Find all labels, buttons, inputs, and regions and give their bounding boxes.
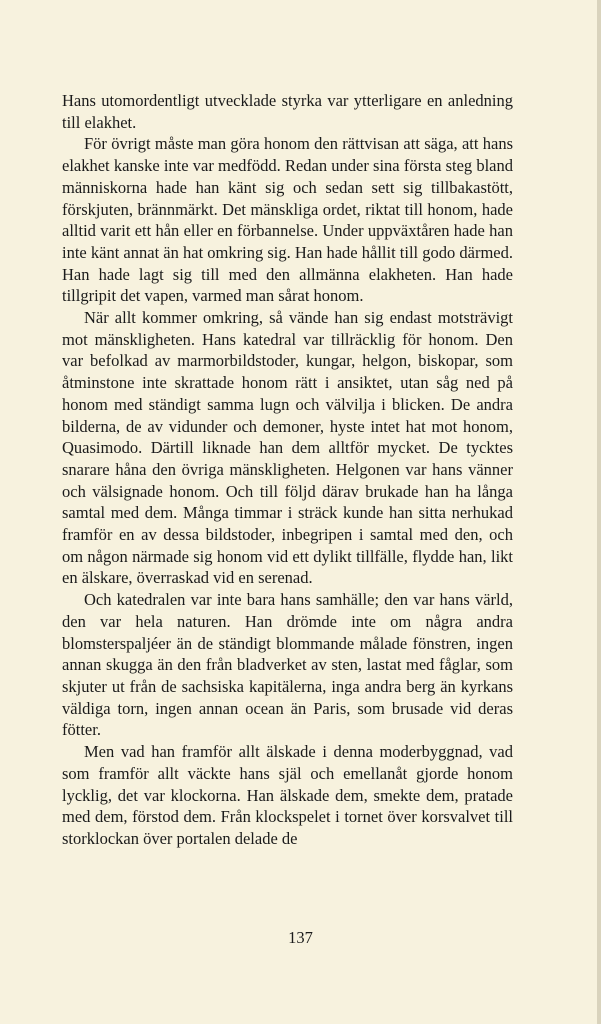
paragraph-5: Men vad han framför allt älskade i denna moderbyggnad, vad som framför allt väckte hans själ och emellanåt gjorde honom lycklig, det var klockorna. Han älskade dem, smekte dem, pratade med dem, förstod dem. Från klockspelet i tornet över korsvalvet till storklockan över portalen delade de [62, 742, 513, 848]
body-text [62, 90, 513, 850]
paragraph-3: När allt kommer omkring, så vände han sig endast motsträvigt mot mänskligheten. Hans katedral var tillräcklig för honom. Den var befolkad av marmorbildstoder, kungar, helgon, biskopar, som åtminstone inte skrattade honom rätt i ansiktet, utan såg ned på honom med ständigt samma lugn och välvilja i blicken. De andra bilderna, de av vidunder och demoner, hyste intet hat mot honom, Quasimodo. Därtill liknade han dem alltför mycket. De tycktes snarare håna den övriga mänskligheten. Helgonen var hans vänner och välsignade honom. Och till följd därav brukade han ha långa samtal med dem. Många timmar i sträck kunde han sitta nerhukad framför en av dessa bildstoder, inbegripen i samtal med den, och om någon närmade sig honom vid ett dylikt tillfälle, flydde han, likt en älskare, överraskad vid en serenad. [62, 308, 513, 588]
page-edge [597, 0, 601, 1024]
paragraph-2: För övrigt måste man göra honom den rättvisan att säga, att hans elakhet kanske inte var medfödd. Redan under sina första steg bland människorna hade han känt sig och sedan sett sig tillbakastött, förskjuten, brännmärkt. Det mänskliga ordet, riktat till honom, hade alltid varit ett hån eller en förbannelse. Under uppväxtåren hade han inte känt annat än hat omkring sig. Han hade hållit till godo därmed. Han hade lagt sig till med den allmänna elakheten. Han hade tillgripit det vapen, varmed man sårat honom. [62, 134, 513, 306]
paragraph-1: Hans utomordentligt utvecklade styrka var ytterligare en anledning till elakhet. [62, 91, 513, 132]
paragraph-4: Och katedralen var inte bara hans samhälle; den var hans värld, den var hela naturen. Han drömde inte om några andra blomsterspaljéer än de ständigt blommande målade fönstren, ingen annan skugga än den från bladverket av sten, lastat med fåglar, som skjuter ut från de sachsiska kapitälerna, inga andra berg än kyrkans väldiga torn, ingen annan ocean än Paris, som brusade vid deras fötter. [62, 590, 513, 740]
page-number: 137 [288, 928, 313, 947]
